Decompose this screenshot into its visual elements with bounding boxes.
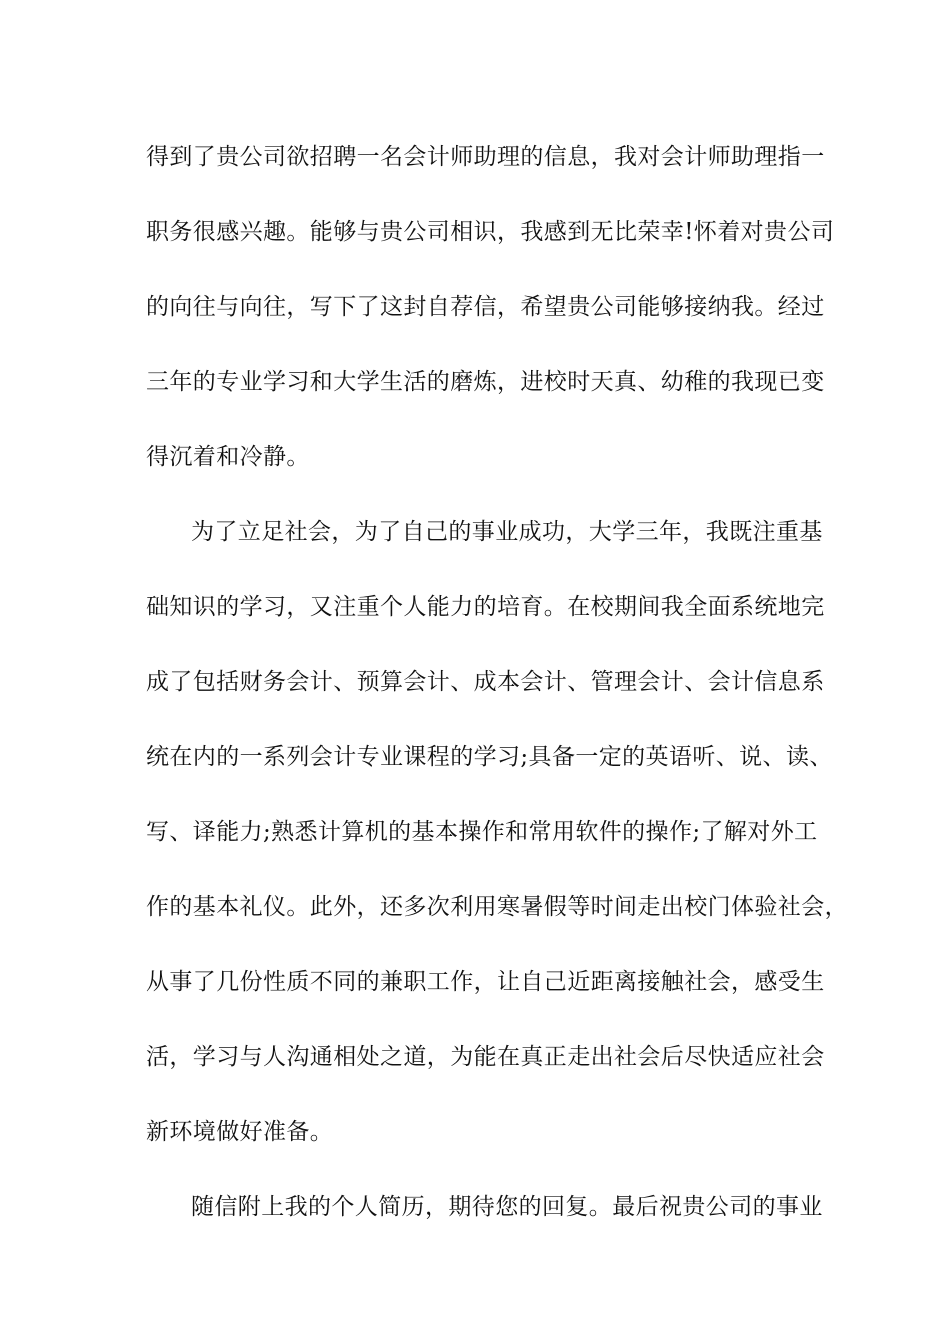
text-line: 从事了几份性质不同的兼职工作，让自己近距离接触社会，感受生 (146, 969, 825, 995)
text-line: 作的基本礼仪。此外，还多次利用寒暑假等时间走出校门体验社会， (146, 894, 848, 920)
text-line: 成了包括财务会计、预算会计、成本会计、管理会计、会计信息系 (146, 669, 825, 695)
paragraph-first-line: 为了立足社会，为了自己的事业成功，大学三年，我既注重基 (191, 519, 823, 545)
text-line: 三年的专业学习和大学生活的磨炼，进校时天真、幼稚的我现已变 (146, 369, 825, 395)
text-line: 的向往与向往，写下了这封自荐信，希望贵公司能够接纳我。经过 (146, 294, 825, 320)
text-line: 新环境做好准备。 (146, 1119, 334, 1145)
text-line: 得到了贵公司欲招聘一名会计师助理的信息，我对会计师助理指一 (146, 144, 825, 170)
text-line: 职务很感兴趣。能够与贵公司相识，我感到无比荣幸!怀着对贵公司 (146, 219, 835, 245)
text-line: 得沉着和冷静。 (146, 444, 310, 470)
text-line: 统在内的一系列会计专业课程的学习;具备一定的英语听、说、读、 (146, 744, 833, 770)
text-line: 活，学习与人沟通相处之道，为能在真正走出社会后尽快适应社会 (146, 1044, 825, 1070)
paragraph-first-line: 随信附上我的个人简历，期待您的回复。最后祝贵公司的事业 (191, 1194, 823, 1220)
text-line: 写、译能力;熟悉计算机的基本操作和常用软件的操作;了解对外工 (146, 819, 818, 845)
text-line: 础知识的学习，又注重个人能力的培育。在校期间我全面系统地完 (146, 594, 825, 620)
